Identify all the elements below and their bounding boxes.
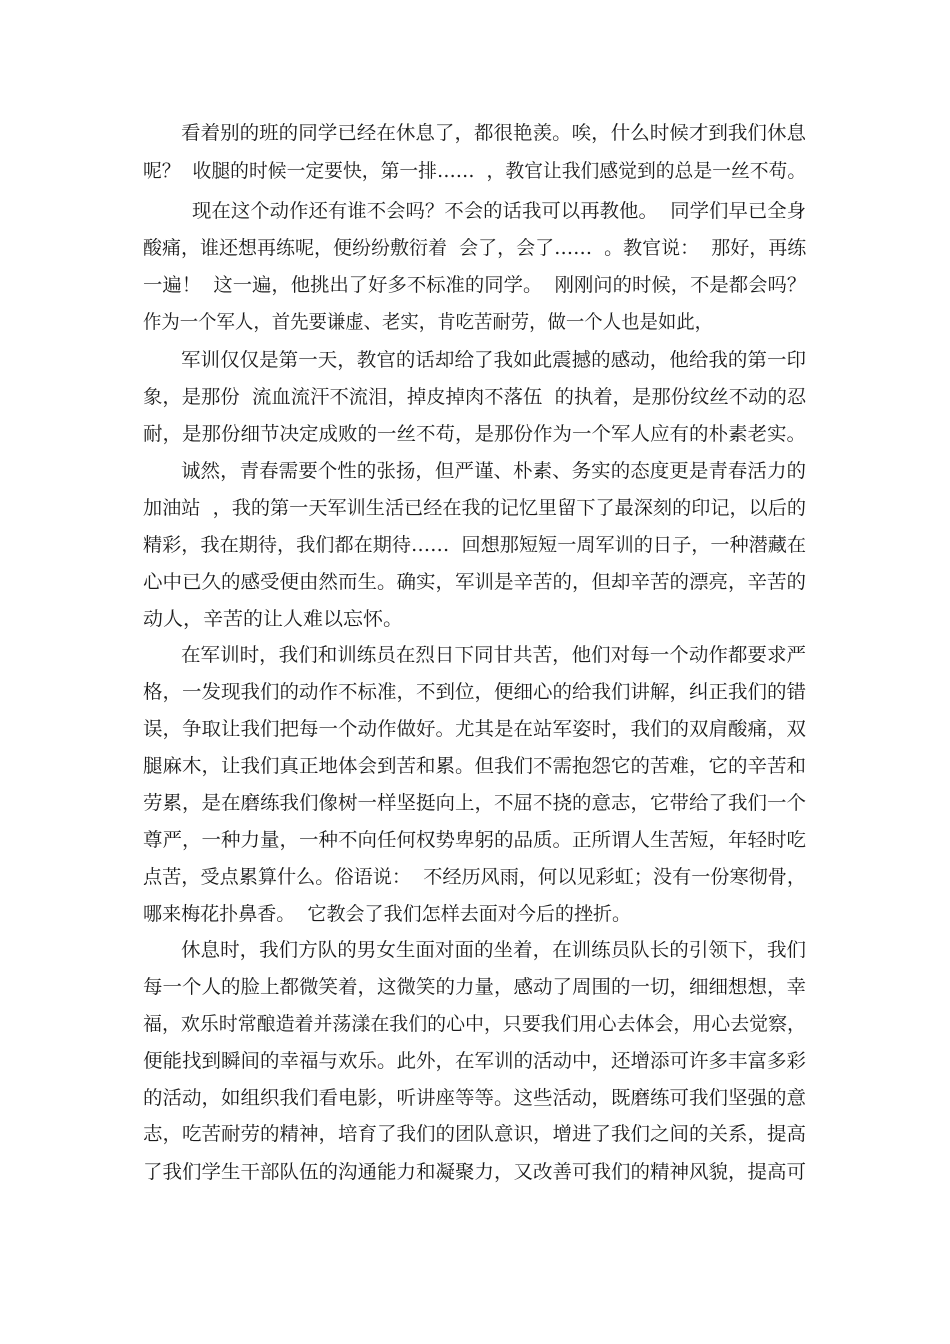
- text-line: 了我们学生干部队伍的沟通能力和凝聚力，又改善可我们的精神风貌，提高可: [143, 1161, 807, 1183]
- text-line: 动人，辛苦的让人难以忘怀。: [143, 608, 404, 630]
- text-line: 心中已久的感受便由然而生。确实，军训是辛苦的，但却辛苦的漂亮，辛苦的: [143, 571, 807, 593]
- text-line: 福，欢乐时常酿造着并荡漾在我们的心中，只要我们用心去体会，用心去觉察，: [143, 1013, 807, 1035]
- text-line: 象，是那份 流血流汗不流泪，掉皮掉肉不落伍 的执着，是那份纹丝不动的忍: [143, 386, 807, 408]
- text-line: 志，吃苦耐劳的精神，培育了我们的团队意识，增进了我们之间的关系，提高: [143, 1123, 807, 1145]
- text-line: 腿麻木，让我们真正地体会到苦和累。但我们不需抱怨它的苦难，它的辛苦和: [143, 755, 807, 777]
- text-line: 现在这个动作还有谁不会吗？不会的话我可以再教他。 同学们早已全身: [192, 200, 807, 222]
- text-line: 加油站 ，我的第一天军训生活已经在我的记忆里留下了最深刻的印记，以后的: [143, 497, 807, 519]
- text-line: 劳累，是在磨练我们像树一样坚挺向上，不屈不挠的意志，它带给了我们一个: [143, 792, 807, 814]
- text-line: 尊严，一种力量，一种不向任何权势卑躬的品质。正所谓人生苦短，年轻时吃: [143, 829, 807, 851]
- text-line: 每一个人的脸上都微笑着，这微笑的力量，感动了周围的一切，细细想想，幸: [143, 976, 807, 998]
- text-line: 误，争取让我们把每一个动作做好。尤其是在站军姿时，我们的双肩酸痛，双: [143, 718, 807, 740]
- text-line: 休息时，我们方队的男女生面对面的坐着，在训练员队长的引领下，我们: [181, 939, 807, 961]
- text-line: 的活动，如组织我们看电影，听讲座等等。这些活动，既磨练可我们坚强的意: [143, 1087, 807, 1109]
- text-line: 呢？ 收腿的时候一定要快，第一排…… ，教官让我们感觉到的总是一丝不苟。: [143, 160, 807, 182]
- text-line: 在军训时，我们和训练员在烈日下同甘共苦，他们对每一个动作都要求严: [181, 644, 807, 666]
- text-line: 看着别的班的同学已经在休息了，都很艳羡。唉，什么时候才到我们休息: [181, 122, 807, 144]
- text-line: 诚然，青春需要个性的张扬，但严谨、朴素、务实的态度更是青春活力的: [181, 460, 807, 482]
- text-line: 格，一发现我们的动作不标准，不到位，便细心的给我们讲解，纠正我们的错: [143, 681, 807, 703]
- text-line: 点苦，受点累算什么。俗语说： 不经历风雨，何以见彩虹；没有一份寒彻骨，: [143, 866, 807, 888]
- text-line: 一遍！ 这一遍，他挑出了好多不标准的同学。 刚刚问的时候，不是都会吗？: [143, 274, 807, 296]
- text-line: 耐，是那份细节决定成败的一丝不苟，是那份作为一个军人应有的朴素老实。: [143, 423, 807, 445]
- text-line: 便能找到瞬间的幸福与欢乐。此外，在军训的活动中，还增添可许多丰富多彩: [143, 1050, 807, 1072]
- text-line: 哪来梅花扑鼻香。 它教会了我们怎样去面对今后的挫折。: [143, 903, 632, 925]
- text-line: 精彩，我在期待，我们都在期待…… 回想那短短一周军训的日子，一种潜藏在: [143, 534, 807, 556]
- text-line: 军训仅仅是第一天，教官的话却给了我如此震撼的感动，他给我的第一印: [181, 349, 807, 371]
- text-line: 作为一个军人，首先要谦虚、老实，肯吃苦耐劳，做一个人也是如此，: [143, 311, 714, 333]
- text-line: 酸痛，谁还想再练呢，便纷纷敷衍着 会了，会了…… 。教官说： 那好，再练: [143, 237, 807, 259]
